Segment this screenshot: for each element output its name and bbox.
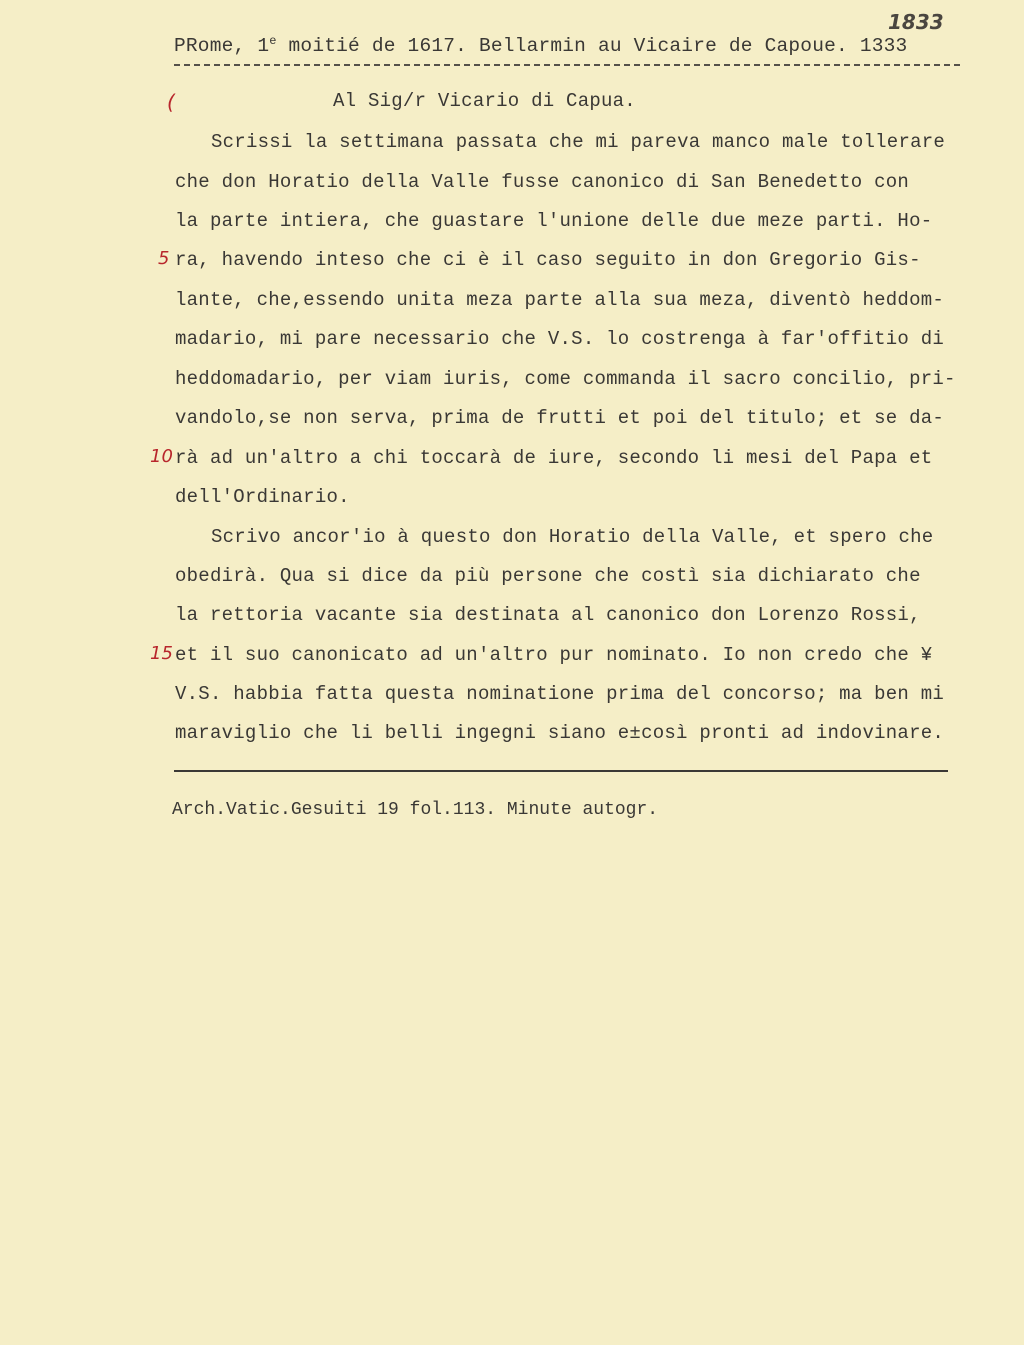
archive-reference: Arch.Vatic.Gesuiti 19 fol.113. Minute autogr. <box>172 800 659 820</box>
margin-paren-mark: ( <box>167 90 175 114</box>
body-line: et il suo canonicato ad un'altro pur nominato. Io non credo che ¥ <box>175 644 933 666</box>
margin-line-number: 15 <box>150 643 173 664</box>
body-line: che don Horatio della Valle fusse canonico di San Benedetto con <box>175 171 910 193</box>
body-line: obedirà. Qua si dice da più persone che costì sia dichiarato che <box>175 565 921 587</box>
header-prefix: PRome, 1 <box>174 35 270 57</box>
header-dashed-rule <box>174 64 960 66</box>
body-line: lante, che,essendo unita meza parte alla sua meza, diventò heddom- <box>175 289 945 311</box>
header-superscript: e <box>269 34 277 48</box>
margin-line-number: 5 <box>158 248 170 269</box>
body-line: la parte intiera, che guastare l'unione delle due meze parti. Ho- <box>175 210 933 232</box>
body-line: heddomadario, per viam iuris, come commanda il sacro concilio, pri- <box>175 368 956 390</box>
body-line: V.S. habbia fatta questa nominatione prima del concorso; ma ben mi <box>175 683 945 705</box>
body-line: Scrivo ancor'io à questo don Horatio della Valle, et spero che <box>211 526 934 548</box>
handwritten-page-number: 1833 <box>888 10 944 34</box>
body-line: rà ad un'altro a chi toccarà de iure, secondo li mesi del Papa et <box>175 447 933 469</box>
body-line: Scrissi la settimana passata che mi pareva manco male tollerare <box>211 131 946 153</box>
addressee-line: Al Sig/r Vicario di Capua. <box>333 90 636 112</box>
footer-rule <box>174 770 948 772</box>
body-line: dell'Ordinario. <box>175 486 350 508</box>
typed-page-number: 1333 <box>859 35 908 57</box>
body-line: ra, havendo inteso che ci è il caso seguito in don Gregorio Gis- <box>175 249 921 271</box>
body-line: la rettoria vacante sia destinata al canonico don Lorenzo Rossi, <box>175 604 921 626</box>
body-line: maraviglio che li belli ingegni siano e±così pronti ad indovinare. <box>175 722 945 744</box>
margin-line-number: 10 <box>150 446 173 467</box>
document-header <box>174 34 907 57</box>
body-line: madario, mi pare necessario che V.S. lo costrenga à far'offitio di <box>175 328 945 350</box>
body-line: vandolo,se non serva, prima de frutti et poi del titulo; et se da- <box>175 407 945 429</box>
header-text: moitié de 1617. Bellarmin au Vicaire de Capoue. <box>276 35 860 57</box>
